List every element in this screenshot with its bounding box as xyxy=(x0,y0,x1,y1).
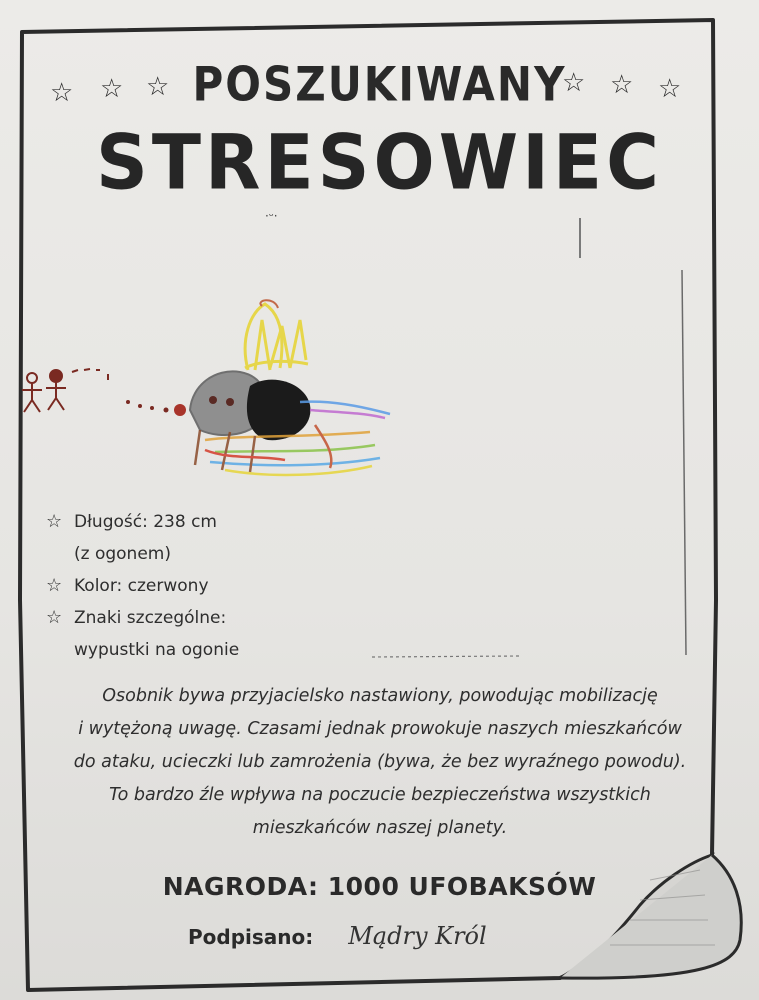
description-line: Osobnik bywa przyjacielsko nastawiony, powodując mobilizację xyxy=(102,686,658,706)
poster-title: STRESOWIEC xyxy=(96,117,663,207)
star-icon: ☆ xyxy=(100,74,124,104)
trait-continuation: wypustki na ogonie xyxy=(74,640,240,660)
description xyxy=(30,680,730,845)
star-bullet-icon: ☆ xyxy=(46,575,63,596)
trait-special-marks xyxy=(44,602,384,666)
description-line: To bardzo źle wpływa na poczucie bezpieczeństwa wszystkich xyxy=(109,785,651,805)
signature: Mądry Król xyxy=(348,922,487,950)
reward-text: NAGRODA: 1000 UFOBAKSÓW xyxy=(162,872,597,901)
star-icon: ☆ xyxy=(562,68,586,98)
trait-label: Kolor: czerwony xyxy=(74,576,209,596)
star-icon: ☆ xyxy=(658,74,682,104)
black-body xyxy=(247,380,311,441)
star-bullet-icon: ☆ xyxy=(46,607,63,628)
trait-continuation: (z ogonem) xyxy=(74,544,171,564)
signed-label: Podpisano: xyxy=(188,925,314,949)
stick-figures xyxy=(22,369,108,412)
crayon-drawing xyxy=(0,290,420,510)
description-line: i wytężoną uwagę. Czasami jednak prowokuje naszych mieszkańców xyxy=(78,719,682,739)
star-icon: ☆ xyxy=(146,72,170,102)
trait-label: Znaki szczególne: xyxy=(74,608,227,628)
description-line: mieszkańców naszej planety. xyxy=(252,818,508,838)
poster-subtitle: POSZUKIWANY xyxy=(192,57,567,112)
star-icon: ☆ xyxy=(50,78,74,108)
signature-line xyxy=(188,922,588,950)
yellow-scribble xyxy=(245,304,308,370)
traits-list xyxy=(44,506,384,666)
trait-label: Długość: 238 cm xyxy=(74,512,217,532)
description-line: do ataku, ucieczki lub zamrożenia (bywa, że bez wyraźnego powodu). xyxy=(73,752,687,772)
star-bullet-icon: ☆ xyxy=(46,511,63,532)
dots xyxy=(126,400,186,416)
trait-length xyxy=(44,506,384,570)
trait-color xyxy=(44,570,384,602)
svg-text:·ᵕ·: ·ᵕ· xyxy=(265,209,278,223)
star-icon: ☆ xyxy=(610,70,634,100)
